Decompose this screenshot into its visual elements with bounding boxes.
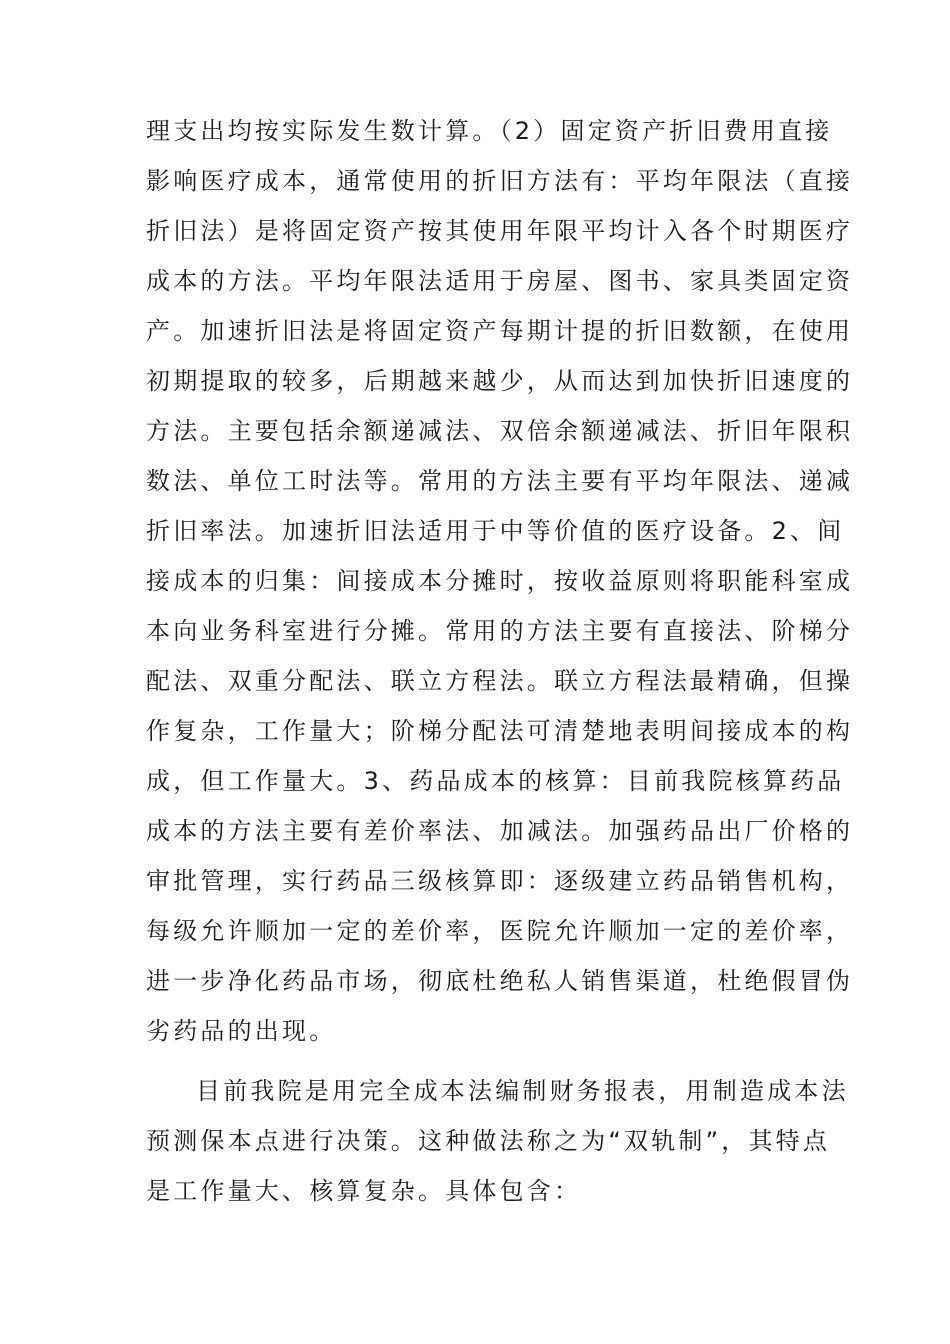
text-line: 预测保本点进行决策。这种做法称之为“双轨制”，其特点 [146,1127,831,1155]
text-line: 成本的方法主要有差价率法、加减法。加强药品出厂价格的 [146,817,854,845]
text-line: 初期提取的较多，后期越来越少，从而达到加快折旧速度的 [146,367,854,395]
text-line: 折旧率法。加速折旧法适用于中等价值的医疗设备。2、间 [146,517,845,545]
text-line: 进一步净化药品市场，彻底杜绝私人销售渠道，杜绝假冒伪 [146,967,854,995]
text-line: 成，但工作量大。3、药品成本的核算：目前我院核算药品 [146,767,845,795]
text-line: 接成本的归集：间接成本分摊时，按收益原则将职能科室成 [146,567,854,595]
text-line: 折旧法）是将固定资产按其使用年限平均计入各个时期医疗 [146,217,854,245]
text-line: 目前我院是用完全成本法编制财务报表，用制造成本法 [196,1077,849,1105]
text-line: 影响医疗成本，通常使用的折旧方法有：平均年限法（直接 [146,167,854,195]
text-line: 数法、单位工时法等。常用的方法主要有平均年限法、递减 [146,467,854,495]
text-line: 成本的方法。平均年限法适用于房屋、图书、家具类固定资 [146,267,854,295]
text-line: 作复杂，工作量大；阶梯分配法可清楚地表明间接成本的构 [146,717,854,745]
text-line: 方法。主要包括余额递减法、双倍余额递减法、折旧年限积 [146,417,854,445]
text-line: 本向业务科室进行分摊。常用的方法主要有直接法、阶梯分 [146,617,854,645]
text-line: 审批管理，实行药品三级核算即：逐级建立药品销售机构， [146,867,854,895]
text-line: 劣药品的出现。 [146,1017,337,1045]
text-line: 理支出均按实际发生数计算。（2）固定资产折旧费用直接 [146,117,833,145]
text-line: 产。加速折旧法是将固定资产每期计提的折旧数额，在使用 [146,317,854,345]
text-line: 配法、双重分配法、联立方程法。联立方程法最精确，但操 [146,667,854,695]
text-line: 每级允许顺加一定的差价率，医院允许顺加一定的差价率， [146,917,854,945]
text-line: 是工作量大、核算复杂。具体包含： [146,1177,582,1205]
